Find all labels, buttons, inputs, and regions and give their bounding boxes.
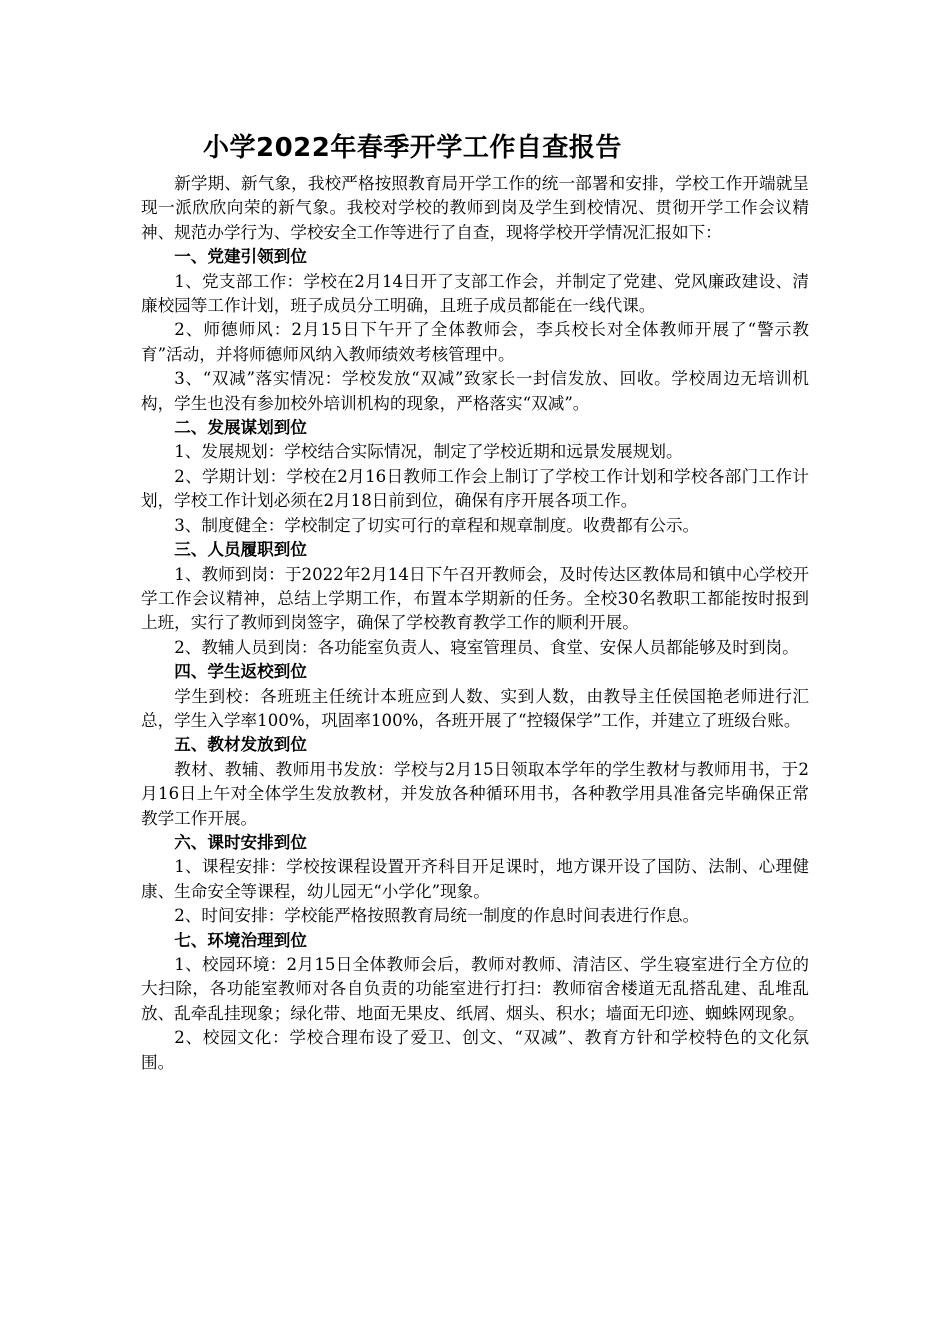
document-title: 小学2022年春季开学工作自查报告: [203, 133, 622, 163]
section-2-paragraph-1: 1、发展规划：学校结合实际情况，制定了学校近期和远景发展规划。: [174, 442, 683, 462]
section-1-paragraph-2: 2、师德师风：2月15日下午开了全体教师会，李兵校长对全体教师开展了“警示教育”活动，并将师德师风纳入教师绩效考核管理中。: [141, 320, 809, 364]
section-heading-3: 三、人员履职到位: [174, 540, 307, 560]
section-heading-4: 四、学生返校到位: [174, 662, 307, 682]
section-1-paragraph-3: 3、“双减”落实情况：学校发放“双减”致家长一封信发放、回收。学校周边无培训机构，学生也没有参加校外培训机构的现象，严格落实“双减”。: [141, 369, 809, 413]
section-2-paragraph-2: 2、学期计划：学校在2月16日教师工作会上制订了学校工作计划和学校各部门工作计划，学校工作计划必须在2月18日前到位，确保有序开展各项工作。: [141, 466, 809, 511]
section-4-paragraph-1: 学生到校：各班班主任统计本班应到人数、实到人数，由教导主任侯国艳老师进行汇总，学生入学率100%，巩固率100%，各班开展了“控辍保学”工作，并建立了班级台账。: [141, 686, 809, 730]
section-1-paragraph-1: 1、党支部工作：学校在2月14日开了支部工作会，并制定了党建、党风廉政建设、清廉校园等工作计划，班子成员分工明确，且班子成员都能在一线代课。: [141, 271, 809, 316]
section-7-paragraph-2: 2、校园文化：学校合理布设了爱卫、创文、“双减”、教育方针和学校特色的文化氛围。: [141, 1028, 809, 1072]
document-page: [141, 128, 809, 1075]
section-heading-7: 七、环境治理到位: [174, 930, 307, 950]
section-6-paragraph-1: 1、课程安排：学校按课程设置开齐科目开足课时，地方课开设了国防、法制、心理健康、生命安全等课程，幼儿园无“小学化”现象。: [141, 857, 809, 901]
section-7-paragraph-1: 1、校园环境：2月15日全体教师会后，教师对教师、清洁区、学生寝室进行全方位的大扫除，各功能室教师对各自负责的功能室进行打扫：教师宿舍楼道无乱搭乱建、乱堆乱放、乱牵乱挂现象；绿化带、地面无果皮、纸屑、烟头、积水；墙面无印迹、蜘蛛网现象。: [141, 955, 809, 1023]
section-5-paragraph-1: 教材、教辅、教师用书发放：学校与2月15日领取本学年的学生教材与教师用书，于2月16日上午对全体学生发放教材，并发放各种循环用书，各种教学用具准备完毕确保正常教学工作开展。: [141, 759, 809, 828]
section-heading-1: 一、党建引领到位: [174, 247, 307, 267]
intro-paragraph: 新学期、新气象，我校严格按照教育局开学工作的统一部署和安排，学校工作开端就呈现一派欣欣向荣的新气象。我校对学校的教师到岗及学生到校情况、贯彻开学工作会议精神、规范办学行为、学校安全工作等进行了自查，现将学校开学情况汇报如下：: [141, 174, 809, 242]
section-heading-2: 二、发展谋划到位: [174, 418, 307, 438]
section-heading-6: 六、课时安排到位: [174, 832, 307, 852]
section-3-paragraph-2: 2、教辅人员到岗：各功能室负责人、寝室管理员、食堂、安保人员都能够及时到岗。: [174, 637, 799, 657]
section-6-paragraph-2: 2、时间安排：学校能严格按照教育局统一制度的作息时间表进行作息。: [174, 906, 700, 926]
section-2-paragraph-3: 3、制度健全：学校制定了切实可行的章程和规章制度。收费都有公示。: [174, 515, 700, 535]
section-heading-5: 五、教材发放到位: [174, 735, 307, 755]
section-3-paragraph-1: 1、教师到岗：于2022年2月14日下午召开教师会，及时传达区教体局和镇中心学校开学工作会议精神，总结上学期工作，布置本学期新的任务。全校30名教职工都能按时报到上班，实行了教师到岗签字，确保了学校教育教学工作的顺利开展。: [141, 564, 809, 633]
